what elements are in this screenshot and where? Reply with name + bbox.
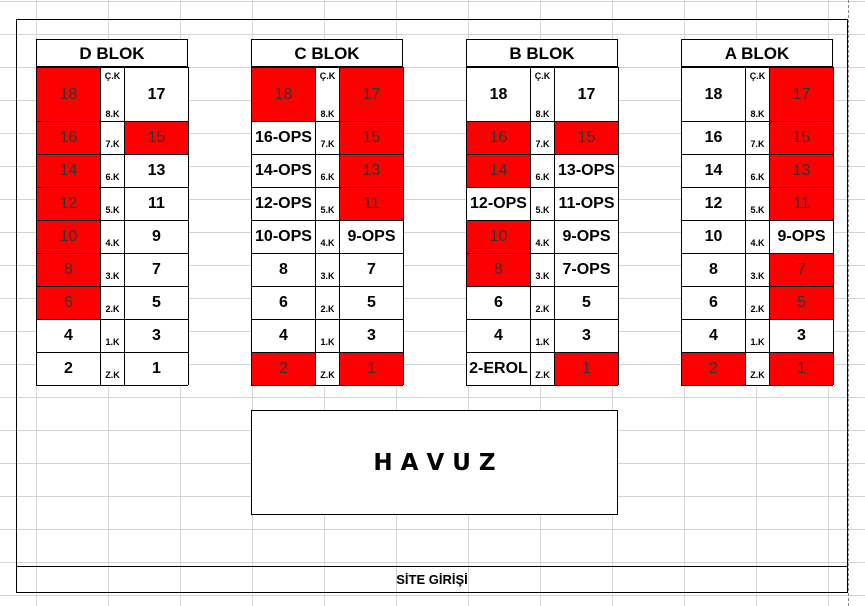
apartment-cell: 15 <box>340 121 404 154</box>
apartment-grid <box>681 67 833 386</box>
apartment-cell: 13-OPS <box>555 154 619 187</box>
floor-label <box>746 67 770 121</box>
apartment-cell: 17 <box>770 67 834 121</box>
floor-label: 6.K <box>316 154 340 187</box>
floor-label <box>316 67 340 121</box>
floor-label: Z.K <box>101 352 125 385</box>
block-c <box>251 39 403 386</box>
apartment-cell: 4 <box>37 319 101 352</box>
apartment-cell: 18 <box>682 67 746 121</box>
apartment-cell: 16 <box>37 121 101 154</box>
apartment-cell: 7 <box>340 253 404 286</box>
floor-label: 3.K <box>746 253 770 286</box>
floor-label: 1.K <box>531 319 555 352</box>
roof-floor-label: Ç.K <box>749 71 766 81</box>
floor-label: 4.K <box>316 220 340 253</box>
floor-label: 1.K <box>316 319 340 352</box>
apartment-cell: 6 <box>682 286 746 319</box>
floor-label: 4.K <box>746 220 770 253</box>
roof-floor-label: Ç.K <box>319 71 336 81</box>
apartment-cell: 3 <box>125 319 189 352</box>
apartment-cell: 1 <box>125 352 189 385</box>
floor-label: 6.K <box>746 154 770 187</box>
apartment-cell: 15 <box>555 121 619 154</box>
pool-label: H A V U Z <box>251 410 618 515</box>
floor-label: 5.K <box>101 187 125 220</box>
apartment-cell: 13 <box>770 154 834 187</box>
apartment-cell: 12 <box>37 187 101 220</box>
apartment-cell: 9-OPS <box>770 220 834 253</box>
block-title: C BLOK <box>251 39 403 67</box>
apartment-cell: 18 <box>252 67 316 121</box>
apartment-cell: 17 <box>555 67 619 121</box>
apartment-cell: 4 <box>467 319 531 352</box>
entrance-divider <box>17 566 847 567</box>
floor-label: Z.K <box>746 352 770 385</box>
apartment-cell: 7-OPS <box>555 253 619 286</box>
floor-label: 2.K <box>316 286 340 319</box>
apartment-cell: 5 <box>555 286 619 319</box>
apartment-cell: 15 <box>125 121 189 154</box>
floor-label: 2.K <box>746 286 770 319</box>
apartment-cell: 11 <box>770 187 834 220</box>
apartment-cell: 12-OPS <box>252 187 316 220</box>
floor-label: 2.K <box>531 286 555 319</box>
apartment-cell: 6 <box>467 286 531 319</box>
apartment-cell: 2 <box>252 352 316 385</box>
block-a <box>681 39 833 386</box>
floor-label: 1.K <box>101 319 125 352</box>
floor-label: 5.K <box>531 187 555 220</box>
apartment-cell: 1 <box>555 352 619 385</box>
block-d <box>36 39 188 386</box>
apartment-cell: 10 <box>467 220 531 253</box>
roof-floor-label: Ç.K <box>534 71 551 81</box>
apartment-cell: 10 <box>682 220 746 253</box>
floor-label: Z.K <box>531 352 555 385</box>
apartment-cell: 14 <box>682 154 746 187</box>
floor-label: 7.K <box>101 121 125 154</box>
apartment-cell: 9-OPS <box>340 220 404 253</box>
floor-label: 3.K <box>316 253 340 286</box>
roof-floor-label: Ç.K <box>104 71 121 81</box>
apartment-cell: 3 <box>770 319 834 352</box>
apartment-cell: 10-OPS <box>252 220 316 253</box>
apartment-cell: 13 <box>125 154 189 187</box>
block-title: A BLOK <box>681 39 833 67</box>
apartment-cell: 5 <box>770 286 834 319</box>
block-title: D BLOK <box>36 39 188 67</box>
block-title: B BLOK <box>466 39 618 67</box>
apartment-cell: 14-OPS <box>252 154 316 187</box>
apartment-cell: 11 <box>340 187 404 220</box>
floor-label: 4.K <box>101 220 125 253</box>
floor-label: 7.K <box>316 121 340 154</box>
apartment-cell: 8 <box>37 253 101 286</box>
apartment-cell: 16 <box>467 121 531 154</box>
apartment-cell: 16 <box>682 121 746 154</box>
apartment-cell: 3 <box>340 319 404 352</box>
apartment-cell: 12 <box>682 187 746 220</box>
apartment-cell: 10 <box>37 220 101 253</box>
floor-label: 5.K <box>746 187 770 220</box>
apartment-cell: 4 <box>252 319 316 352</box>
apartment-cell: 18 <box>37 67 101 121</box>
apartment-cell: 11 <box>125 187 189 220</box>
floor-label: 6.K <box>101 154 125 187</box>
apartment-cell: 1 <box>770 352 834 385</box>
apartment-cell: 4 <box>682 319 746 352</box>
apartment-cell: 6 <box>37 286 101 319</box>
apartment-cell: 15 <box>770 121 834 154</box>
apartment-cell: 18 <box>467 67 531 121</box>
apartment-cell: 12-OPS <box>467 187 531 220</box>
apartment-cell: 3 <box>555 319 619 352</box>
apartment-cell: 7 <box>770 253 834 286</box>
page-break-line <box>848 0 849 606</box>
floor-label: Z.K <box>316 352 340 385</box>
apartment-cell: 8 <box>252 253 316 286</box>
floor-label: 4.K <box>531 220 555 253</box>
apartment-cell: 14 <box>467 154 531 187</box>
apartment-grid <box>466 67 618 386</box>
floor-number-label: 8.K <box>105 109 120 119</box>
floor-label: 5.K <box>316 187 340 220</box>
apartment-cell: 11-OPS <box>555 187 619 220</box>
apartment-cell: 2-EROL <box>467 352 531 385</box>
apartment-cell: 7 <box>125 253 189 286</box>
floor-number-label: 8.K <box>535 109 550 119</box>
apartment-cell: 2 <box>682 352 746 385</box>
floor-number-label: 8.K <box>320 109 335 119</box>
apartment-cell: 2 <box>37 352 101 385</box>
floor-label: 6.K <box>531 154 555 187</box>
apartment-cell: 9-OPS <box>555 220 619 253</box>
apartment-cell: 17 <box>340 67 404 121</box>
floor-label: 3.K <box>531 253 555 286</box>
floor-label: 7.K <box>746 121 770 154</box>
apartment-cell: 9 <box>125 220 189 253</box>
site-entrance-label: SİTE GİRİŞİ <box>396 572 468 587</box>
floor-number-label: 8.K <box>750 109 765 119</box>
floor-label: 7.K <box>531 121 555 154</box>
floor-label <box>101 67 125 121</box>
apartment-cell: 13 <box>340 154 404 187</box>
apartment-cell: 8 <box>682 253 746 286</box>
apartment-cell: 5 <box>340 286 404 319</box>
apartment-cell: 16-OPS <box>252 121 316 154</box>
block-b <box>466 39 618 386</box>
apartment-cell: 8 <box>467 253 531 286</box>
floor-label: 2.K <box>101 286 125 319</box>
floor-label: 3.K <box>101 253 125 286</box>
apartment-cell: 5 <box>125 286 189 319</box>
apartment-cell: 1 <box>340 352 404 385</box>
apartment-grid <box>251 67 403 386</box>
apartment-grid <box>36 67 188 386</box>
apartment-cell: 6 <box>252 286 316 319</box>
floor-label <box>531 67 555 121</box>
apartment-cell: 14 <box>37 154 101 187</box>
floor-label: 1.K <box>746 319 770 352</box>
apartment-cell: 17 <box>125 67 189 121</box>
